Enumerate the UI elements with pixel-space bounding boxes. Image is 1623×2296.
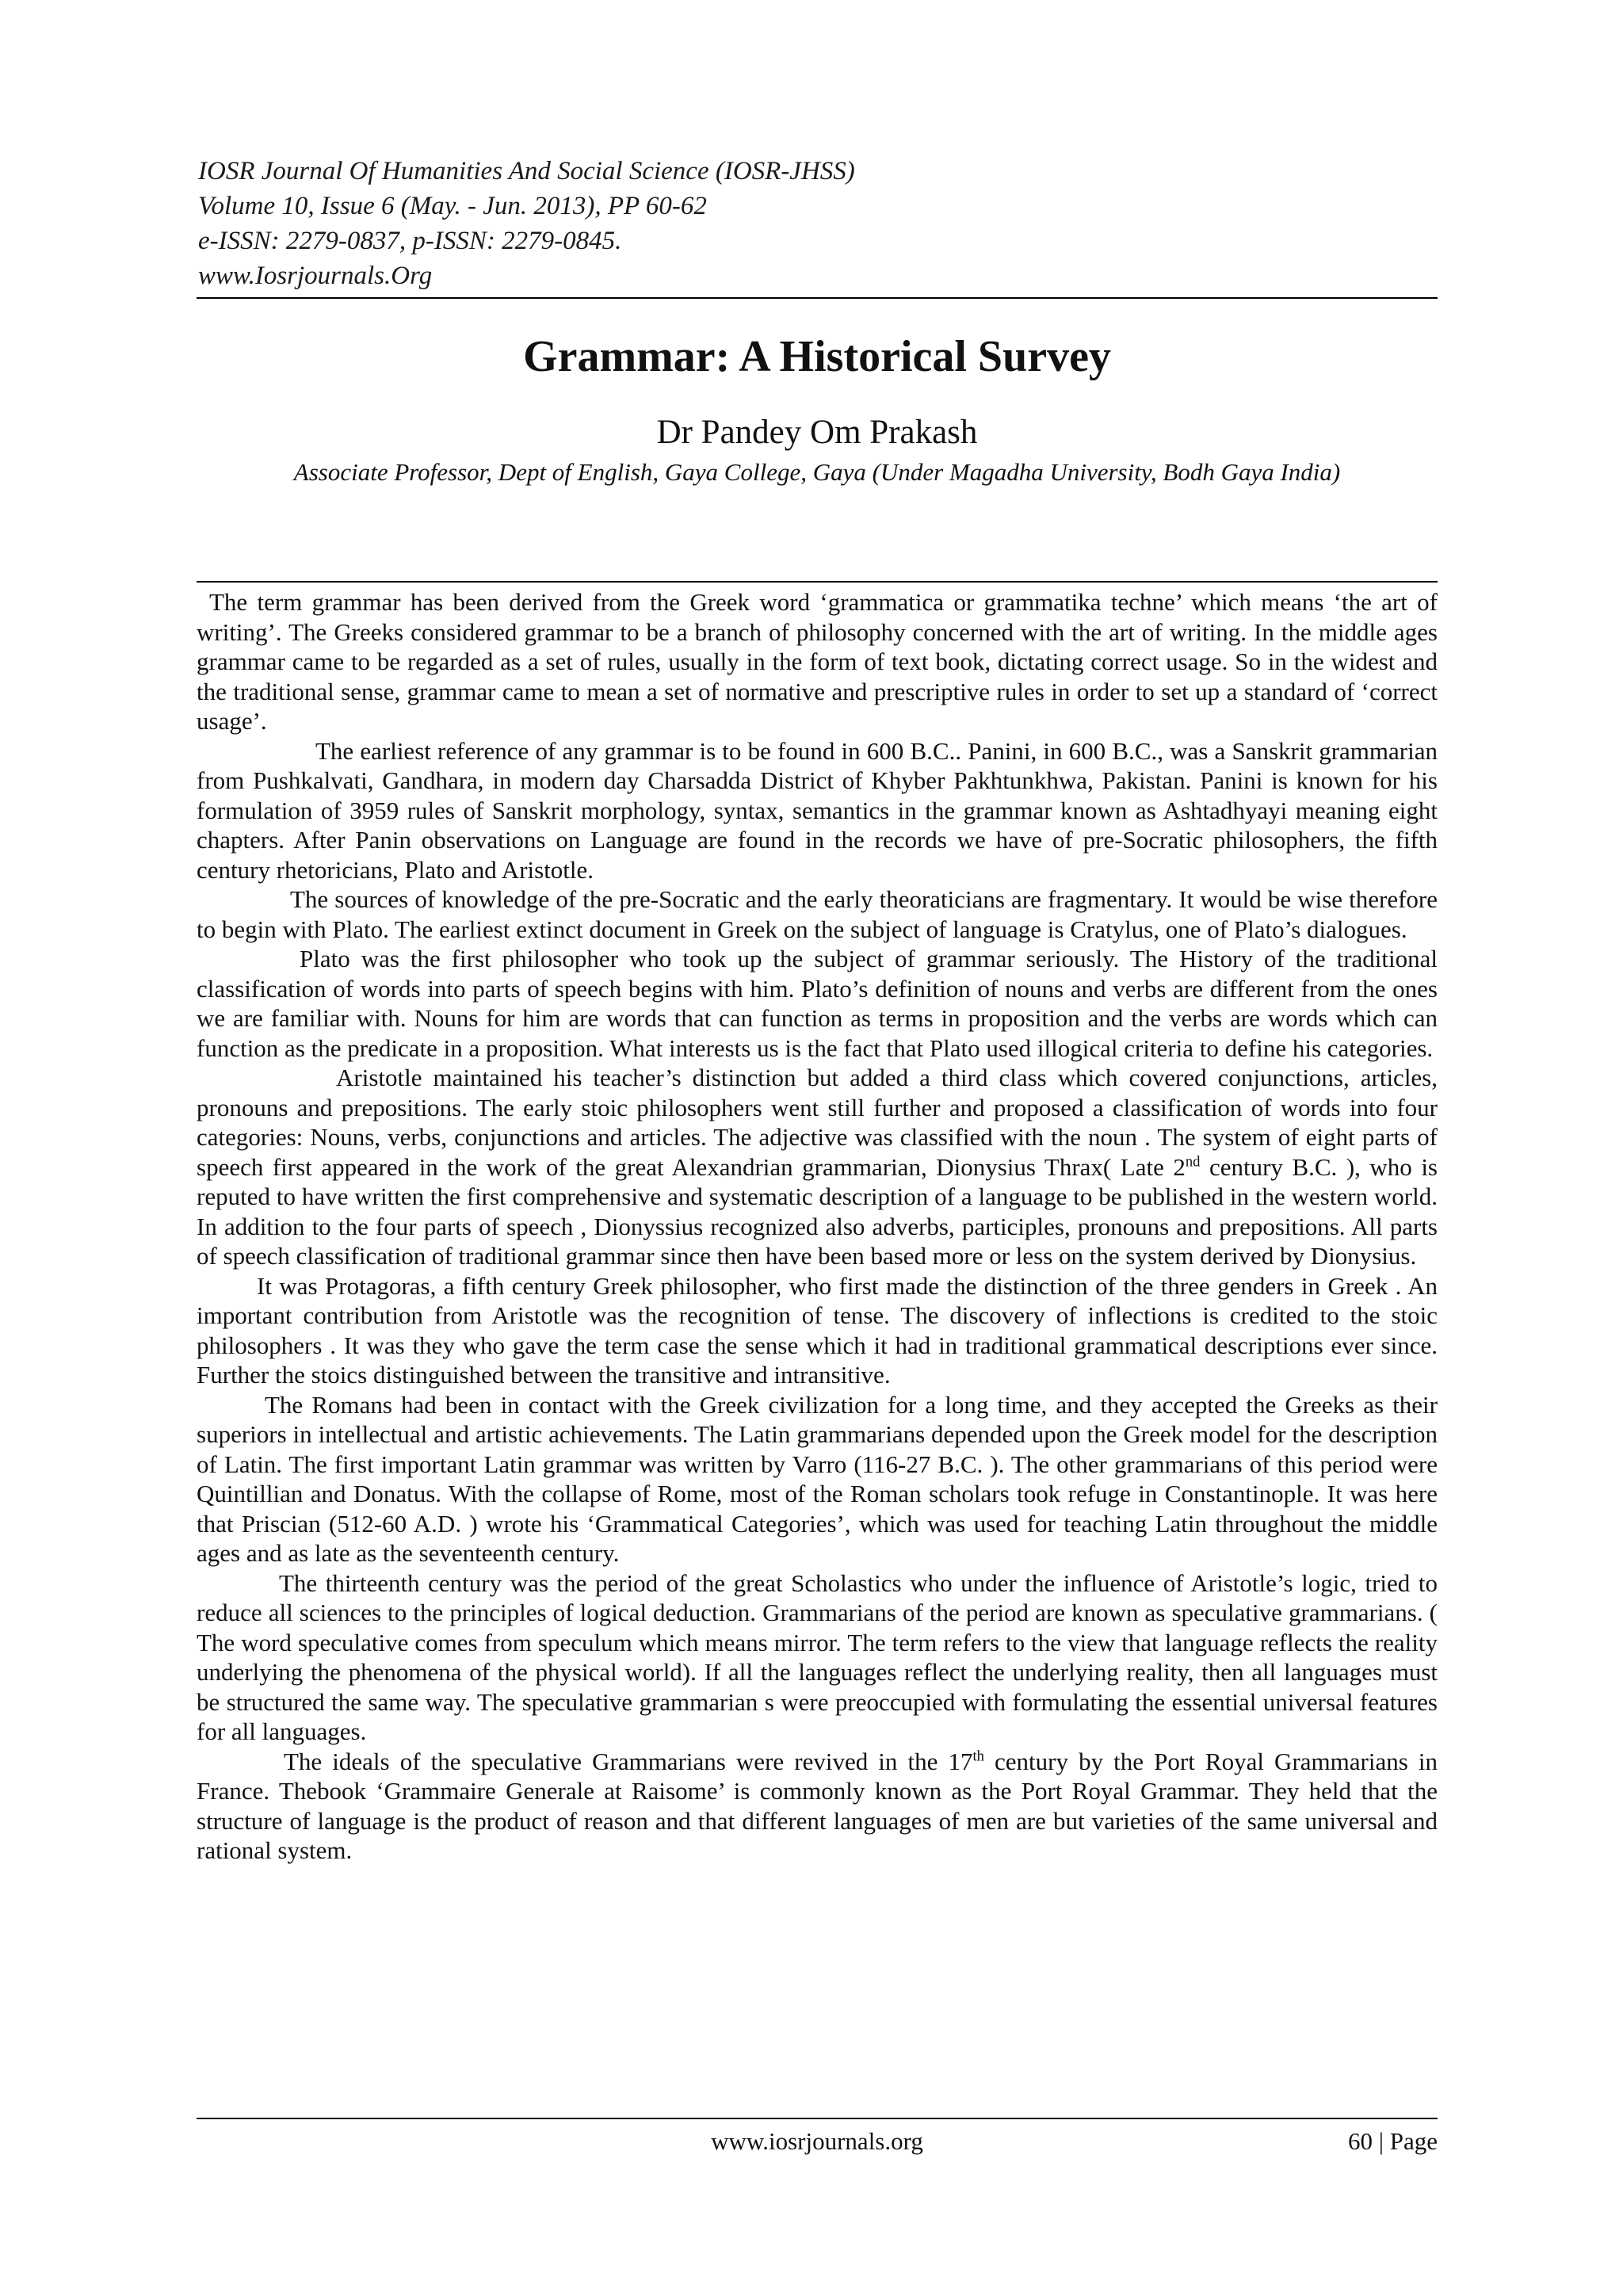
paragraph-5 [197, 1063, 1438, 1271]
paragraph-1: The term grammar has been derived from the Greek word ‘grammatica or grammatika techne’ which means ‘the art of writing’. The Greeks considered grammar to be a branch of philosophy concerned with the art of writing. In the middle ages grammar came to be regarded as a set of rules, usually in the form of text book, dictating correct usage. So in the widest and the traditional sense, grammar came to mean a set of normative and prescriptive rules in order to set up a standard of ‘correct usage’. [197, 588, 1438, 735]
journal-name: IOSR Journal Of Humanities And Social Science (IOSR-JHSS) [198, 157, 855, 185]
paragraph-6: It was Protagoras, a fifth century Greek philosopher, who first made the distinction of the three genders in Greek . An important contribution from Aristotle was the recognition of tense. The discovery of inflections is credited to the stoic philosophers . It was they who gave the term case the sense which it had in traditional grammatical descriptions ever since. Further the stoics distinguished between the transitive and intransitive. [197, 1271, 1438, 1389]
paragraph-4: Plato was the first philosopher who took up the subject of grammar seriously. The History of the traditional classification of words into parts of speech begins with him. Plato’s definition of nouns and verbs are different from the ones we are familiar with. Nouns for him are words that can function as terms in proposition and the verbs are words which can function as the predicate in a proposition. What interests us is the fact that Plato used illogical criteria to define his categories. [197, 945, 1438, 1062]
paragraph-8: The thirteenth century was the period of the great Scholastics who under the influence of Aristotle’s logic, tried to reduce all sciences to the principles of logical deduction. Grammarians of the period are known as speculative grammarians. ( The word speculative comes from speculum which means mirror. The term refers to the view that language reflects the reality underlying the phenomena of the physical world). If all the languages reflect the underlying reality, then all languages must be structured the same way. The speculative grammarian s were preoccupied with formulating the essential universal features for all languages. [197, 1568, 1438, 1745]
article-body [197, 587, 1438, 1866]
journal-website: www.Iosrjournals.Org [198, 262, 433, 290]
paragraph-3: The sources of knowledge of the pre-Socratic and the early theoraticians are fragmentary. It would be wise therefore to begin with Plato. The earliest extinct document in Greek on the subject of language is Cratylus, one of Plato’s dialogues. [197, 885, 1438, 943]
author-affiliation: Associate Professor, Dept of English, Gaya College, Gaya (Under Magadha University, Bodh Gaya India) [293, 458, 1341, 486]
header-divider [197, 297, 1438, 299]
article-title: Grammar: A Historical Survey [523, 332, 1111, 381]
paragraph-7: The Romans had been in contact with the Greek civilization for a long time, and they accepted the Greeks as their superiors in intellectual and artistic achievements. The Latin grammarians depended upon the Greek model for the description of Latin. The first important Latin grammar was written by Varro (116-27 B.C. ). The other grammarians of this period were Quintillian and Donatus. With the collapse of Rome, most of the Roman scholars took refuge in Constantinople. It was here that Priscian (512-60 A.D. ) wrote his ‘Grammatical Categories’, which was used for teaching Latin throughout the middle ages and as late as the seventeenth century. [197, 1390, 1438, 1567]
paragraph-9-text-a: The ideals of the speculative Grammarians were revived in the 17 [284, 1747, 973, 1775]
paragraph-5-superscript: nd [1185, 1153, 1201, 1171]
paragraph-9-superscript: th [972, 1748, 984, 1765]
journal-header [198, 154, 1450, 293]
paragraph-2: The earliest reference of any grammar is to be found in 600 B.C.. Panini, in 600 B.C., was a Sanskrit grammarian from Pushkalvati, Gandhara, in modern day Charsadda District of Khyber Pakhtunkhwa, Pakistan. Panini is known for his formulation of 3959 rules of Sanskrit morphology, syntax, semantics in the grammar known as Ashtadhyayi meaning eight chapters. After Panin observations on Language are found in the records we have of pre-Socratic philosophers, the fifth century rhetoricians, Plato and Aristotle. [197, 736, 1438, 884]
paragraph-5-text-a: Aristotle maintained his teacher’s distinction but added a third class which covered conjunctions, articles, pronouns and prepositions. The early stoic philosophers went still further and proposed a classification of words into four categories: Nouns, verbs, conjunctions and articles. The adjective was classified with the noun . The system of eight parts of speech first appeared in the work of the great Alexandrian grammarian, Dionysius Thrax( Late 2 [197, 1064, 1438, 1181]
body-divider [197, 581, 1438, 583]
footer-url: www.iosrjournals.org [711, 2127, 923, 2155]
article-author: Dr Pandey Om Prakash [656, 414, 978, 451]
paragraph-5-text-b: century B.C. ), who is reputed to have written the first comprehensive and systematic description of a language to be published in the western world. In addition to the four parts of speech , Dionyssius recognized also adverbs, participles, pronouns and prepositions. All parts of speech classification of traditional grammar since then have been based more or less on the system derived by Dionysius. [197, 1152, 1438, 1270]
paragraph-9 [197, 1747, 1438, 1866]
paragraph-9-text-b: century by the Port Royal Grammarians in France. Thebook ‘Grammaire Generale at Raisome’ is commonly known as the Port Royal Grammar. They held that the structure of language is the product of reason and that different languages of men are but varieties of the same universal and rational system. [197, 1747, 1438, 1864]
journal-issn: e-ISSN: 2279-0837, p-ISSN: 2279-0845. [198, 227, 622, 255]
footer-divider [197, 2118, 1438, 2119]
page-number: 60 | Page [1348, 2127, 1438, 2155]
journal-volume: Volume 10, Issue 6 (May. - Jun. 2013), PP 60-62 [198, 192, 707, 220]
